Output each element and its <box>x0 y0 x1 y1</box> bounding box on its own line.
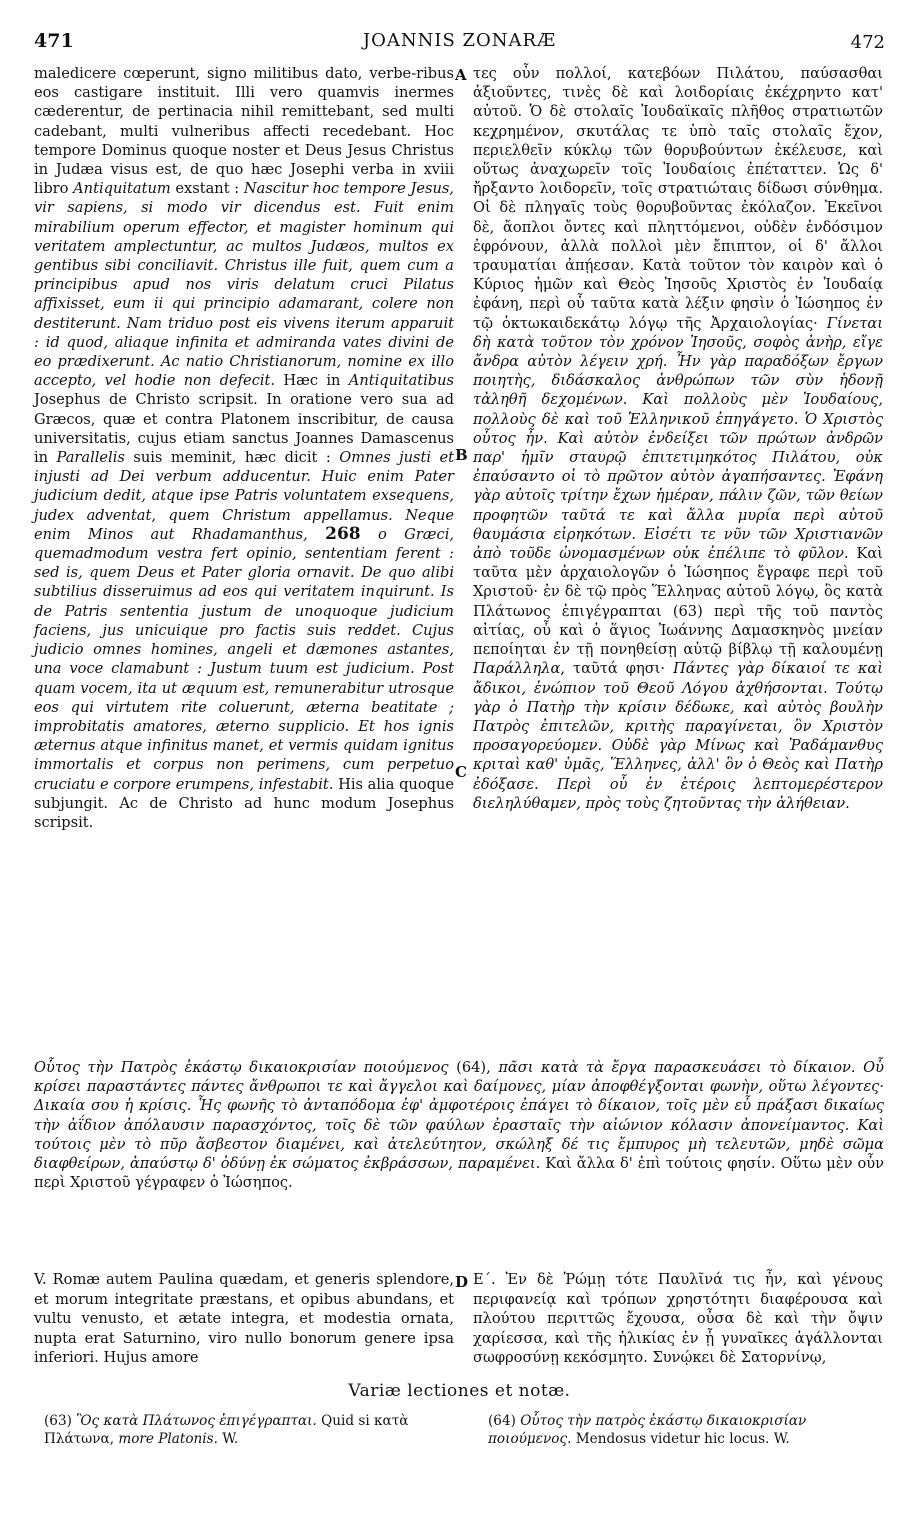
section-v-latin <box>34 1270 454 1368</box>
note-63: (63) Ὃς κατὰ Πλάτωνος ἐπιγέγραπται. Quid si κατὰ Πλάτωνα, more Platonis. W. <box>44 1413 409 1447</box>
running-title: JOANNIS ZONARÆ <box>362 30 557 51</box>
margin-letter-b: B <box>455 446 468 464</box>
page-header <box>34 30 885 60</box>
latin-column <box>34 64 454 832</box>
latin-text: maledicere cœperunt, signo militibus dato, verbe-ribus eos castigare instituit. Illi vero quamvis inermes cæderentur, de pertinacia nihil remittebant, sed multi cadebant, multi vulneribus affecti recedebant. Hoc tempore Dominus quoque noster et Deus Jesus Christus in Judæa visus est, de quo hæc Josephi verba in xviii libro Antiquitatum exstant : Nascitur hoc tempore Jesus, vir sapiens, si modo vir dicendus est. Fuit enim mirabilium operum effector, et magister hominum qui veritatem amplectuntur, ac multos Judæos, multos ex gentibus sibi conciliavit. Christus ille fuit, quem cum a principibus apud nos viris delatum cruci Pilatus affixisset, eum ii qui principio adamarant, colere non destiterunt. Nam triduo post eis vivens iterum apparuit : id quod, aliaque infinita et admiranda vates divini de eo prædixerunt. Ac natio Christianorum, nomine ex illo accepto, vel hodie non defecit. Hæc in Antiquitatibus Josephus de Christo scripsit. In oratione vero sua ad Græcos, quæ et contra Platonem inscribitur, de causa universitatis, cujus etiam sanctus Joannes Damascenus in Parallelis suis meminit, hæc dicit : Omnes justi et injusti ad Dei verbum adducentur. Huic enim Pater judicium dedit, atque ipse Patris voluntatem exsequens, judex adventat, quem Christum appellamus. Neque enim Minos aut Rhadamanthus, 268 o Græci, quemadmodum vestra fert opinio, sententiam ferent : sed is, quem Deus et Pater gloria ornavit. De quo alibi subtilius disseruimus ad eos qui veritatem inquirunt. Is de Patris sententia justum de unoquoque judicium faciens, jus unicuique pro factis suis reddet. Cujus judicio omnes homines, angeli et dæmones astantes, una voce clamabunt : Justum tuum est judicium. Post quam vocem, ita ut æquum est, remunerabitur utrosque eos qui virtutem rite coluerunt, æterna beatitate ; improbitatis amatores, æterno supplicio. Et hos ignis æternus atque infinitus manet, et vermis quidam ignitus immortalis et corpus non perimens, cum perpetuo cruciatu e corpore erumpens, infestabit. His alia quoque subjungit. Ac de Christo ad hunc modum Josephus scripsit. <box>34 65 454 831</box>
section-v-greek <box>473 1270 883 1368</box>
left-page-number: 471 <box>34 30 74 52</box>
section-v-greek-text: Ε΄. Ἐν δὲ Ῥώμῃ τότε Παυλῖνά τις ἦν, καὶ γένους περιφανείᾳ καὶ τρόπων χρηστότητι διαφέρουσα καὶ πλούτου περιττῶς ἔχουσα, οὖσα δὲ καὶ τὴν ὄψιν χαρίεσσα, καὶ τῆς ἡλικίας ἐν ᾗ γυναῖκες ἀγάλλονται σωφροσύνῃ κεκόσμητο. Συνῴκει δὲ Σατορνίνῳ, <box>473 1271 883 1367</box>
margin-letter-c: C <box>455 763 467 781</box>
column-number: 268 <box>325 523 361 544</box>
note-64: (64) Οὗτος τὴν πατρὸς ἑκάστῳ δικαιοκρισίαν ποιούμενος. Mendosus videtur hic locus. W. <box>488 1413 807 1447</box>
greek-column <box>473 64 883 813</box>
full-width-text: Οὗτος τὴν Πατρὸς ἑκάστῳ δικαιοκρισίαν ποιούμενος (64), πᾶσι κατὰ τὰ ἔργα παρασκευάσει τὸ δίκαιον. Οὗ κρίσει παραστάντες πάντες ἄνθρωποι τε καὶ ἄγγελοι καὶ δαίμονες, μίαν ἀποφθέγξονται φωνὴν, οὕτω λέγοντες· Δικαία σου ἡ κρίσις. Ἧς φωνῆς τὸ ἀνταπόδομα ἐφ' ἀμφοτέροις ἐπάγει τὸ δίκαιον, τοῖς μὲν εὖ πράξασι δικαίως τὴν ἀΐδιον ἀπόλαυσιν παρασχόντος, τοῖς δὲ τῶν φαύλων ἐρασταῖς τὴν αἰώνιον κόλασιν ἀπονείμαντος. Καὶ τούτοις μὲν τὸ πῦρ ἄσβεστον διαμένει, καὶ ἀτελεύτητον, σκώληξ δέ τις ἔμπυρος μὴ τελευτῶν, μηδὲ σῶμα διαφθείρων, ἀπαύστῳ δ' ὀδύνῃ ἐκ σώματος ἐκβράσσων, παραμένει. Καὶ ἄλλα δ' ἐπὶ τούτοις φησίν. Οὕτω μὲν οὖν περὶ Χριστοῦ γέγραφεν ὁ Ἰώσηπος. <box>34 1059 884 1192</box>
right-page-number: 472 <box>850 32 885 53</box>
section-v-latin-text: V. Romæ autem Paulina quædam, et generis splendore, et morum integritate præstans, et opibus abundans, et vultu venusto, et ætate integra, et modestia ornata, nupta erat Saturnino, viro nullo bonorum genere ipsa inferiori. Hujus amore <box>34 1271 454 1367</box>
margin-letter-a: A <box>455 66 467 84</box>
notes-heading: Variæ lectiones et notæ. <box>348 1381 571 1401</box>
greek-text: τες οὖν πολλοί, κατεβόων Πιλάτου, παύσασθαι ἀξιοῦντες, τινὲς δὲ καὶ λοιδορίαις ἐκέχρηντο κατ' αὐτοῦ. Ὁ δὲ στολαῖς Ἰουδαϊκαῖς πλῆθος στρατιωτῶν κεχρημένον, σκυτάλας τε ὑπὸ ταῖς στολαῖς ἔχον, περιελθεῖν κύκλῳ τῶν θορυβούντων ἐκέλευσε, καὶ οὕτως ἀναχωρεῖν τοῖς Ἰουδαίοις ἐπέταττεν. Ὡς δ' ἤρξαντο λοιδορεῖν, τοῖς στρατιώταις δίδωσι σύνθημα. Οἱ δὲ πληγαῖς τοὺς θορυβοῦντας ἐκόλαζον. Ἐκεῖνοι δὲ, ἄοπλοι ὄντες καὶ πληττόμενοι, οὐδὲν ἐνδόσιμον ἐφρόνουν, ἀλλὰ πολλοὶ μὲν ἔπιπτον, οἱ δ' ἄλλοι τραυματίαι ἀπῄεσαν. Κατὰ τοῦτον τὸν καιρὸν καὶ ὁ Κύριος ἡμῶν καὶ Θεὸς Ἰησοῦς Χριστὸς ἐν Ἰουδαίᾳ ἐφάνη, περὶ οὗ ταῦτα κατὰ λέξιν φησὶν ὁ Ἰώσηπος ἐν τῷ ὀκτωκαιδεκάτῳ λόγῳ τῆς Ἀρχαιολογίας· Γίνεται δὴ κατὰ τοῦτον τὸν χρόνον Ἰησοῦς, σοφὸς ἀνὴρ, εἴγε ἄνδρα αὐτὸν λέγειν χρή. Ἦν γὰρ παραδόξων ἔργων ποιητὴς, διδάσκαλος ἀνθρώπων τῶν σὺν ἡδονῇ τἀληθῆ δεχομένων. Καὶ πολλοὺς μὲν Ἰουδαίους, πολλοὺς δὲ καὶ τοῦ Ἑλληνικοῦ ἐπηγάγετο. Ὁ Χριστὸς οὗτος ἦν. Καὶ αὐτὸν ἐνδείξει τῶν πρώτων ἀνδρῶν παρ' ἡμῖν σταυρῷ ἐπιτετιμηκότος Πιλάτου, οὐκ ἐπαύσαντο οἱ τὸ πρῶτον αὐτὸν ἀγαπήσαντες. Ἐφάνη γὰρ αὐτοῖς τρίτην ἔχων ἡμέραν, πάλιν ζῶν, τῶν θείων προφητῶν ταῦτά τε καὶ ἄλλα μυρία περὶ αὐτοῦ θαυμάσια εἰρηκότων. Εἰσέτι τε νῦν τῶν Χριστιανῶν ἀπὸ τοῦδε ὠνομασμένων οὐκ ἐπέλιπε τὸ φῦλον. Καὶ ταῦτα μὲν ἀρχαιολογῶν ὁ Ἰώσηπος ἔγραφε περὶ τοῦ Χριστοῦ· ἐν δὲ τῷ πρὸς Ἕλληνας αὐτοῦ λόγῳ, ὃς κατὰ Πλάτωνος ἐπιγέγραπται (63) περὶ τῆς τοῦ παντὸς αἰτίας, οὗ καὶ ὁ ἅγιος Ἰωάννης Δαμασκηνὸς μνείαν πεποίηται ἐν τῇ πονηθείσῃ αὐτῷ βίβλῳ τῇ καλουμένῃ Παράλληλα, ταῦτά φησι· Πάντες γὰρ δίκαιοί τε καὶ ἄδικοι, ἐνώπιον τοῦ Θεοῦ Λόγου ἀχθήσονται. Τούτῳ γὰρ ὁ Πατὴρ τὴν κρίσιν δέδωκε, καὶ αὐτὸς βουλὴν Πατρὸς ἐπιτελῶν, κριτὴς παραγίνεται, ὃν Χριστὸν προσαγορεύομεν. Οὐδὲ γὰρ Μίνως καὶ Ῥαδάμανθυς κριταὶ καθ' ὑμᾶς, Ἕλληνες, ἀλλ' ὃν ὁ Θεὸς καὶ Πατὴρ ἐδόξασε. Περὶ οὗ ἐν ἑτέροις λεπτομερέστερον διεληλύθαμεν, πρὸς τοὺς ζητοῦντας τὴν ἀλήθειαν. <box>473 65 884 812</box>
margin-letter-d: D <box>455 1273 469 1291</box>
full-width-greek <box>34 1058 884 1192</box>
